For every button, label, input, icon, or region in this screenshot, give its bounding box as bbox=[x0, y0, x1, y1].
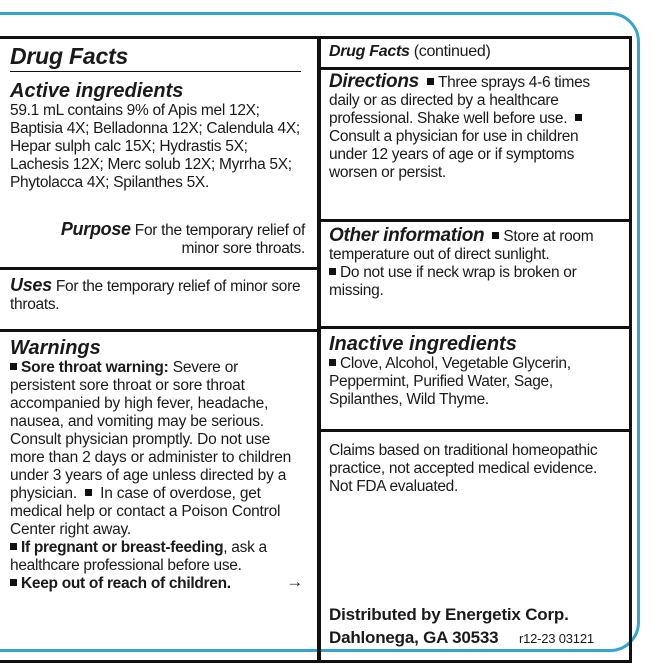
drug-facts-header bbox=[0, 43, 317, 72]
other-information-heading: Other information bbox=[329, 225, 485, 246]
directions-text-1: Three sprays 4-6 times daily or as directed by a healthcare professional. Shake well before use. bbox=[329, 74, 590, 127]
directions-heading: Directions bbox=[329, 71, 419, 92]
sore-throat-text: Severe or persistent sore throat or sore throat accompanied by high fever, headache, nausea, and vomiting may be serious. Consult physician promptly. Do not use more than 2 days or administer to children under 3 years of age unless directed by a physician. bbox=[10, 359, 292, 502]
warnings-heading: Warnings bbox=[10, 337, 101, 359]
bullet-square bbox=[10, 363, 17, 370]
bullet-square bbox=[10, 543, 17, 550]
drug-facts-title: Drug Facts bbox=[10, 43, 129, 69]
drug-facts-left-panel bbox=[0, 36, 320, 663]
inactive-ingredients-heading: Inactive ingredients bbox=[329, 333, 517, 355]
bullet-square bbox=[575, 114, 582, 121]
label-code: r12-23 03121 bbox=[518, 631, 594, 646]
bullet-square bbox=[427, 78, 434, 85]
directions-text-2: Consult a physician for use in children under 12 years of age or if symptoms worsen or persist. bbox=[329, 128, 579, 181]
bullet-square bbox=[10, 579, 17, 586]
pregnant-label: If pregnant or breast-feeding bbox=[21, 539, 224, 556]
bullet-square bbox=[492, 232, 499, 239]
other-information-text-2: Do not use if neck wrap is broken or missing. bbox=[329, 264, 577, 299]
other-information-section bbox=[321, 219, 629, 300]
pregnant-text: , ask a healthcare professional before use. bbox=[10, 539, 267, 574]
purpose-text-1: For the temporary relief of bbox=[134, 222, 305, 239]
uses-heading: Uses bbox=[10, 275, 52, 295]
other-information-text-1: Store at room temperature out of direct sunlight. bbox=[329, 228, 594, 263]
uses-text: For the temporary relief of minor sore throats. bbox=[10, 278, 301, 313]
uses-section bbox=[0, 267, 317, 314]
title-divider bbox=[10, 71, 301, 72]
bullet-square bbox=[329, 268, 336, 275]
keep-out-label: Keep out of reach of children. bbox=[21, 575, 231, 592]
bullet-square bbox=[329, 359, 336, 366]
continued-suffix: (continued) bbox=[409, 43, 491, 60]
inactive-ingredients-text: Clove, Alcohol, Vegetable Glycerin, Peppermint, Purified Water, Sage, Spilanthes, Wild Thyme. bbox=[329, 355, 571, 408]
claims-text: Claims based on traditional homeopathic practice, not accepted medical evidence. Not FDA evaluated. bbox=[329, 442, 598, 495]
active-ingredients-text: 59.1 mL contains 9% of Apis mel 12X; Baptisia 4X; Belladonna 12X; Calendula 4X; Hepar sulph calc 15X; Hydrastis 5X; Lachesis 12X; Merc solub 12X; Myrrha 5X; Phytolacca 4X; Spilanthes 5X. bbox=[10, 102, 300, 191]
distributor-line-2: Dahlonega, GA 30533 bbox=[329, 628, 499, 647]
continued-header bbox=[321, 42, 629, 62]
warnings-section bbox=[0, 329, 317, 593]
distributor-section bbox=[321, 603, 629, 650]
claims-section bbox=[321, 429, 629, 496]
purpose-text-2: minor sore throats. bbox=[181, 240, 305, 257]
directions-section bbox=[321, 67, 629, 182]
overdose-text: In case of overdose, get medical help or contact a Poison Control Center right away. bbox=[10, 485, 281, 538]
continue-arrow-icon: → bbox=[286, 572, 303, 591]
active-ingredients-section bbox=[0, 81, 317, 192]
purpose-section bbox=[0, 220, 317, 258]
sore-throat-label: Sore throat warning: bbox=[21, 359, 169, 376]
drug-facts-right-panel bbox=[318, 36, 632, 663]
purpose-heading: Purpose bbox=[60, 219, 131, 239]
active-ingredients-heading: Active ingredients bbox=[10, 80, 184, 102]
distributor-line-1: Distributed by Energetix Corp. bbox=[329, 605, 569, 624]
continued-title: Drug Facts bbox=[329, 43, 410, 60]
bullet-square bbox=[85, 489, 92, 496]
inactive-ingredients-section bbox=[321, 326, 629, 409]
